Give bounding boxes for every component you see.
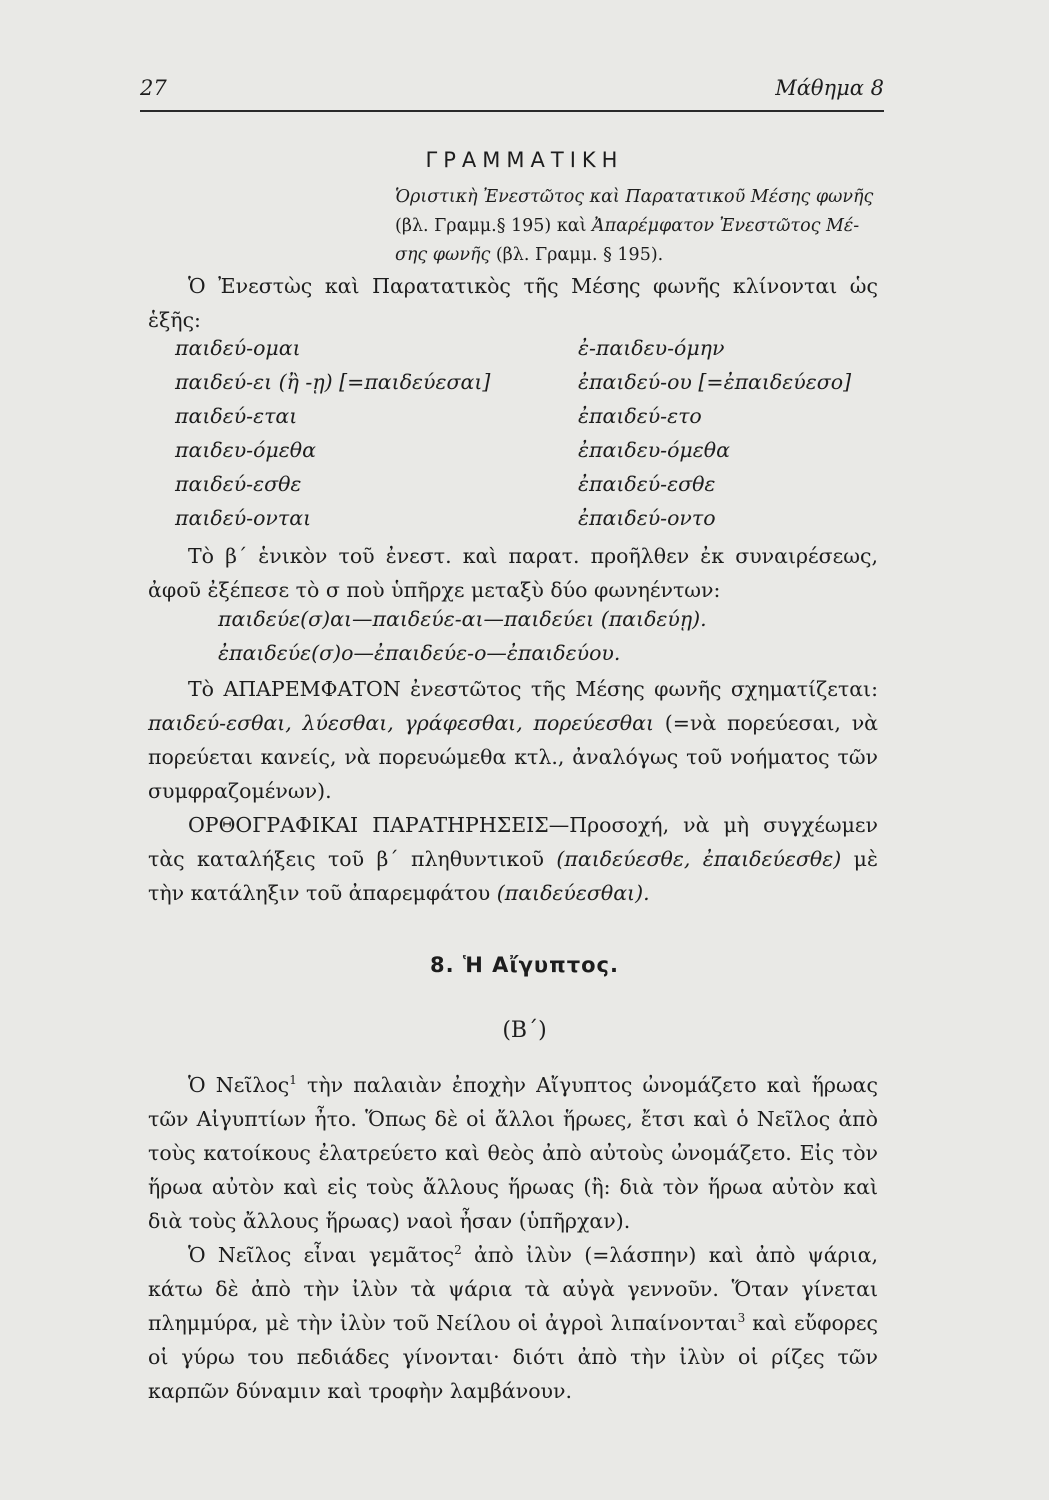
imperfect-form: ἐπαιδεύ-ου [=ἐπαιδεύεσο]: [578, 370, 852, 394]
reading-paragraph-2: [148, 1238, 878, 1408]
imperfect-form: ἐ-παιδευ-όμην: [578, 336, 725, 360]
imperfect-form: ἐπαιδεύ-οντο: [578, 506, 716, 530]
reading-2-end: καὶ εὔφορες οἱ γύρω του πεδιάδες γίνονται· διότι ἀπὸ τὴν ἰλὺν οἱ ρίζες τῶν καρπῶν δύναμιν καὶ τροφὴν λαμβάνουν.: [148, 1311, 878, 1403]
grammar-note: [395, 183, 890, 270]
section-title: 8. Ἡ Αἴγυπτος.: [430, 953, 619, 977]
conjugation-row: [175, 370, 895, 404]
imperfect-form: ἐπαιδεύ-ετο: [578, 404, 702, 428]
present-form: παιδεύ-ομαι: [175, 336, 301, 360]
reading-2-start: Ὁ Νεῖλος εἶναι γεμᾶτος: [188, 1243, 455, 1267]
footnote-marker: 3: [737, 1311, 746, 1326]
intro-paragraph: [148, 269, 878, 337]
present-form: παιδεύ-ονται: [175, 506, 312, 530]
present-form: παιδεύ-εται: [175, 404, 298, 428]
spelling-text-c: μὲ τὴν κατάληξιν τοῦ ἀπαρεμφάτου: [148, 847, 878, 905]
present-form: παιδεύ-εσθε: [175, 472, 302, 496]
contraction-example-present: παιδεύε(σ)αι—παιδεύε-αι—παιδεύει (παιδεύῃ).: [218, 607, 707, 631]
running-header: [140, 76, 884, 106]
conjugation-row: [175, 336, 895, 370]
note-part-b: (βλ. Γραμμ.§ 195) καὶ: [395, 216, 587, 236]
contraction-example-imperfect: ἐπαιδεύε(σ)ο—ἐπαιδεύε-ο—ἐπαιδεύου.: [218, 641, 621, 665]
note-part-a: Ὁριστικὴ Ἐνεστῶτος καὶ Παρατατικοῦ Μέσης φωνῆς: [395, 187, 874, 207]
reading-1-start: Ὁ Νεῖλος: [188, 1073, 290, 1097]
grammar-title: ΓΡΑΜΜΑΤΙΚΗ: [425, 148, 624, 172]
spelling-example-plural: (παιδεύεσθε, ἐπαιδεύεσθε): [556, 847, 842, 871]
header-rule: [140, 110, 884, 112]
reading-1-rest: τὴν παλαιὰν ἐποχὴν Αἴγυπτος ὠνομάζετο καὶ ἥρωας τῶν Αἰγυπτίων ἦτο. Ὅπως δὲ οἱ ἄλλοι ἥρωες, ἔτσι καὶ ὁ Νεῖλος ἀπὸ τοὺς κατοίκους ἐλατρεύετο καὶ θεὸς ἀπὸ αὐτοὺς ὠνομάζετο. Εἰς τὸν ἥρωα αὐτὸν καὶ εἰς τοὺς ἄλλους ἥρωας (ἢ: διὰ τὸν ἥρωα αὐτὸν καὶ διὰ τοὺς ἄλλους ἥρωας) ναοὶ ἦσαν (ὑπῆρχαν).: [148, 1073, 879, 1233]
imperfect-form: ἐπαιδευ-όμεθα: [578, 438, 730, 462]
conjugation-row: [175, 506, 895, 540]
present-form: παιδευ-όμεθα: [175, 438, 316, 462]
conjugation-row: [175, 438, 895, 472]
imperfect-form: ἐπαιδεύ-εσθε: [578, 472, 716, 496]
reading-2-middle: ἀπὸ ἰλὺν (=λάσπην) καὶ ἀπὸ ψάρια, κάτω δὲ ἀπὸ τὴν ἰλὺν τὰ ψάρια τὰ αὐγὰ γεννοῦν. Ὅταν γίνεται πλημμύρα, μὲ τὴν ἰλὺν τοῦ Νείλου οἱ ἀγροὶ λιπαίνονται: [148, 1243, 878, 1335]
section-part: (Β΄): [502, 1018, 547, 1043]
conjugation-row: [175, 404, 895, 438]
lesson-label: Μάθημα 8: [775, 76, 884, 100]
contraction-paragraph: [148, 539, 878, 607]
contraction-text: Τὸ β΄ ἑνικὸν τοῦ ἐνεστ. καὶ παρατ. προῆλθεν ἐκ συναιρέσεως, ἀφοῦ ἐξέπεσε τὸ σ ποὺ ὑπῆρχε μεταξὺ δύο φωνηέντων:: [148, 544, 878, 602]
footnote-marker: 2: [454, 1243, 462, 1258]
footnote-marker: 1: [289, 1073, 297, 1088]
infinitive-paragraph: [148, 672, 878, 808]
spelling-paragraph: [148, 808, 878, 910]
conjugation-row: [175, 472, 895, 506]
reading-paragraph-1: [148, 1068, 878, 1238]
note-part-c: Ἀπαρέμφατον Ἐνεστῶτος Μέ-σης φωνῆς: [395, 216, 860, 265]
infinitive-text-a: Τὸ ΑΠΑΡΕΜΦΑΤΟΝ ἐνεστῶτος τῆς Μέσης φωνῆς σχηματίζεται:: [188, 677, 878, 701]
spelling-text-a: ΟΡΘΟΓΡΑΦΙΚΑΙ ΠΑΡΑΤΗΡΗΣΕΙΣ—Προσοχή, νὰ μὴ συγχέωμεν τὰς καταλήξεις τοῦ β΄ πληθυντικοῦ: [148, 813, 878, 871]
page-number: 27: [140, 76, 167, 100]
intro-text: Ὁ Ἐνεστὼς καὶ Παρατατικὸς τῆς Μέσης φωνῆς κλίνονται ὡς ἑξῆς:: [148, 274, 878, 332]
infinitive-text-c: (=νὰ πορεύεσαι, νὰ πορεύεται κανείς, νὰ πορευώμεθα κτλ., ἀναλόγως τοῦ νοήματος τῶν συμφραζομένων).: [148, 711, 878, 803]
spelling-example-infinitive: (παιδεύεσθαι).: [496, 881, 650, 905]
conjugation-table: [175, 336, 895, 540]
infinitive-examples: παιδεύ-εσθαι, λύεσθαι, γράφεσθαι, πορεύεσθαι: [148, 711, 655, 735]
note-part-d: (βλ. Γραμμ. § 195).: [495, 245, 664, 265]
present-form: παιδεύ-ει (ἢ -ῃ) [=παιδεύεσαι]: [175, 370, 491, 394]
